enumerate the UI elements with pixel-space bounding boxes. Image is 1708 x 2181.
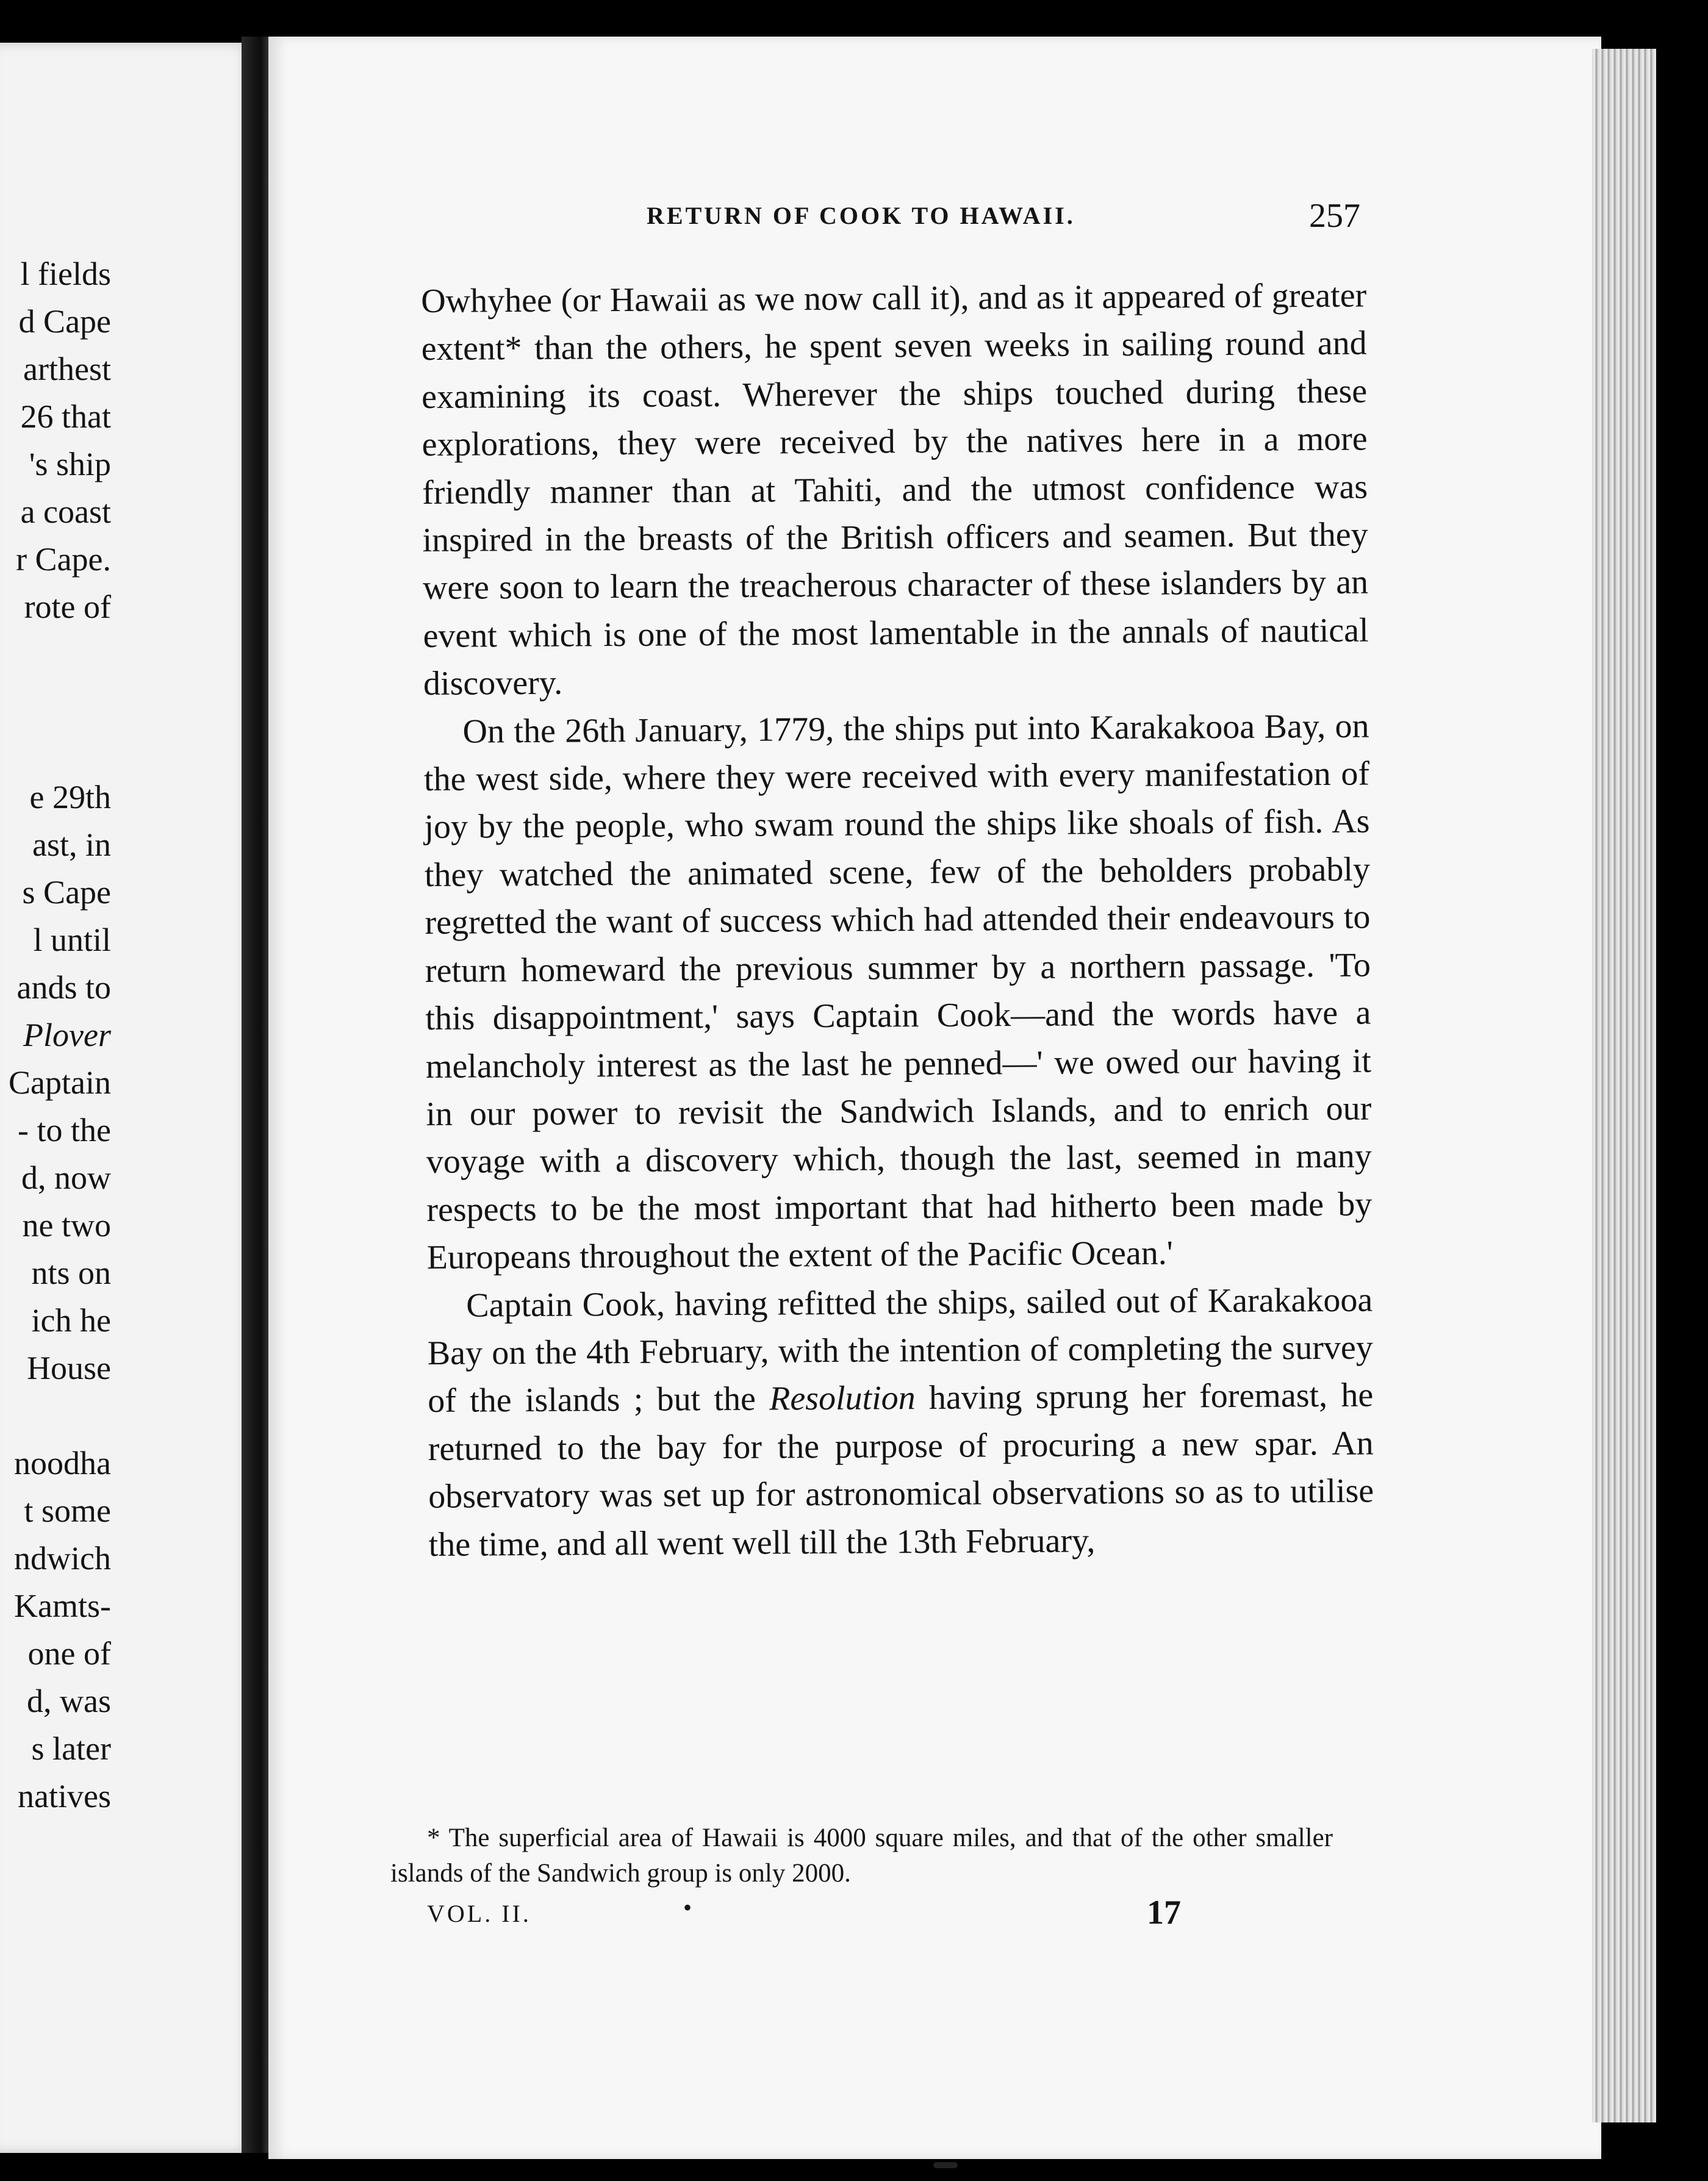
left-line: nts on — [31, 1255, 111, 1291]
left-gap — [9, 726, 111, 773]
left-line: - to the — [18, 1112, 111, 1148]
running-title: RETURN OF COOK TO HAWAII. — [647, 202, 1075, 229]
left-line: d, now — [21, 1159, 111, 1196]
left-line: ich he — [31, 1302, 111, 1339]
left-line: House — [27, 1350, 111, 1386]
page-number: 257 — [1309, 197, 1360, 235]
left-page — [0, 43, 256, 2153]
left-line: 's ship — [29, 446, 111, 482]
left-line: rote of — [24, 589, 111, 625]
left-line: a coast — [20, 493, 111, 530]
left-line: s later — [31, 1730, 111, 1767]
left-line: arthest — [23, 351, 111, 387]
left-line: ands to — [16, 969, 111, 1006]
left-line: s Cape — [22, 874, 111, 911]
left-page-text — [9, 250, 111, 1820]
left-line: d, was — [27, 1683, 111, 1719]
ship-name-italic: Resolution — [769, 1379, 916, 1418]
signature-number: 17 — [1147, 1894, 1181, 1932]
left-line: Captain — [9, 1064, 111, 1101]
paragraph-3 — [427, 1276, 1374, 1569]
left-gap — [9, 1392, 111, 1439]
left-line: r Cape. — [16, 541, 111, 578]
left-line: l until — [33, 922, 111, 958]
left-line: e 29th — [29, 779, 111, 815]
signature-line — [427, 1894, 1220, 1939]
running-head — [634, 197, 1360, 250]
left-line: natives — [18, 1778, 111, 1814]
paragraph-1: Owhyhee (or Hawaii as we now call it), and as it appeared of greater extent* than the others, he spent seven weeks in sailing round and examining its coast. Wherever the ships touched during these explorations, they were received by the natives here in a more friendly manner than at Tahiti, and the utmost confidence was inspired in the breasts of the British officers and seamen. But they were soon to learn the treacherous character of these islanders by an event which is one of the most lamentable in the annals of nautical discovery. — [421, 276, 1369, 703]
paragraph-3-part-a: Captain Cook, having refitted the ships, sailed out of Karakakooa Bay on the 4th February, with the intention of completing the survey of the islands ; but the — [427, 1281, 1373, 1420]
left-line: ast, in — [32, 826, 111, 863]
signature-mark: • — [683, 1894, 692, 1921]
left-line: ndwich — [14, 1540, 111, 1577]
volume-label: VOL. II. — [427, 1900, 531, 1927]
body-text — [421, 272, 1374, 1569]
left-line: d Cape — [18, 303, 111, 340]
left-line: noodha — [14, 1445, 111, 1481]
left-line: ne two — [22, 1207, 111, 1244]
scan-speck — [933, 2162, 958, 2168]
left-line: Plover — [23, 1017, 111, 1053]
footnote — [390, 1821, 1333, 1891]
left-line: one of — [27, 1635, 111, 1672]
page-edges — [1592, 49, 1656, 2122]
paragraph-2: On the 26th January, 1779, the ships put into Karakakooa Bay, on the west side, where they were received with every manifestation of joy by the people, who swam round the ships like shoals of fish. As they watched the animated scene, few of the beholders probably regretted the want of success which had attended their endeavours to return homeward the previous summer by a northern passage. 'To this disappointment,' says Captain Cook—and the words have a melancholy interest as the last he penned—' we owed our having it in our power to revisit the Sandwich Islands, and to enrich our voyage with a discovery which, though the last, seemed in many respects to be the most important that had hitherto been made by Europeans throughout the extent of the Pacific Ocean.' — [423, 707, 1372, 1277]
left-line: Kamts- — [14, 1588, 111, 1624]
left-line: t some — [24, 1492, 111, 1529]
left-line: 26 that — [20, 398, 111, 435]
left-line: l fields — [20, 256, 111, 292]
footnote-text: * The superficial area of Hawaii is 4000 square miles, and that of the other smaller islands of the Sandwich group is only 2000. — [390, 1824, 1333, 1888]
left-gap — [9, 631, 111, 726]
paragraph-3-part-b: having sprung her foremast, he returned to the bay for the purpose of procuring a new spar. An observatory was set up for astronomical observations so as to utilise the time, and all went well till the 13th February, — [428, 1376, 1374, 1564]
